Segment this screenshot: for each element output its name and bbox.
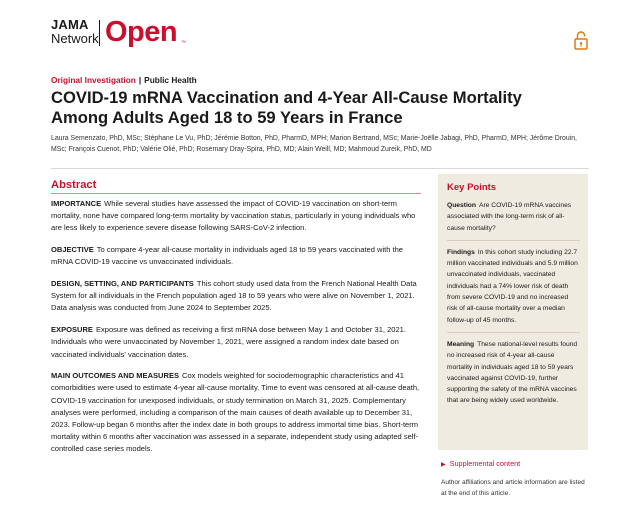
header-divider — [51, 168, 589, 169]
supplemental-label: Supplemental content — [449, 459, 521, 468]
author-list: Laura Semenzato, PhD, MSc; Stéphane Le Vu, PhD; Jérémie Botton, PhD, PharmD, MPH; Marion Bertrand, MSc; Marie-Joëlle Jabagi, PhD, PharmD, MPH; Jérôme Drouin, MSc; François Cuenot, PhD; Valérie Olié, PhD; Rosemary Dray-Spira, PhD, MD; Alain Weill, MD; Mahmoud Zureik, PhD, MD — [51, 135, 577, 153]
abstract-section-text: Exposure was defined as receiving a first mRNA dose between May 1 and October 31, 2021. Individuals who were unvaccinated by November 1, 2021, were assigned a random index date based on vaccinated individuals' vaccination dates. — [51, 325, 406, 359]
triangle-right-icon: ▶ — [441, 462, 446, 468]
key-point-text: These national-level results found no increased risk of 4-year all-cause mortality in individuals aged 18 to 59 years vaccinated against COVID-19, further supporting the safety of the mRNA vaccines that are being widely used worldwide. — [447, 340, 578, 405]
key-point-meaning — [447, 339, 580, 413]
abstract-section-head: DESIGN, SETTING, AND PARTICIPANTS — [51, 279, 194, 289]
abstract-body — [51, 198, 426, 465]
abstract-objective — [51, 244, 426, 268]
abstract-importance — [51, 198, 426, 235]
article-section-label — [51, 75, 197, 85]
abstract-section-text: While several studies have assessed the impact of COVID-19 vaccination on short-term mortality, none have compared long-term mortality by vaccination status, particularly in young individuals who are less likely to experience severe disease following SARS-CoV-2 infection. — [51, 199, 416, 233]
article-category[interactable]: Public Health — [144, 75, 197, 85]
abstract-heading: Abstract — [51, 179, 97, 191]
key-point-text: In this cohort study including 22.7 million vaccinated individuals and 5.9 million unvaccinated individuals, vaccinated individuals had a 74% lower risk of death from severe COVID-19 and no increased risk of all-cause mortality over a median follow-up of 45 months. — [447, 248, 578, 324]
key-points-heading: Key Points — [447, 182, 497, 193]
supplemental-content-link[interactable] — [441, 459, 520, 470]
abstract-section-head: IMPORTANCE — [51, 199, 102, 208]
article-type[interactable]: Original Investigation — [51, 75, 136, 85]
abstract-section-head: OBJECTIVE — [51, 245, 94, 255]
key-point-question — [447, 200, 580, 241]
affiliations-note: Author affiliations and article information are listed at the end of this article. — [441, 479, 585, 497]
key-point-text: Are COVID-19 mRNA vaccines associated with the long-term risk of all-cause mortality? — [447, 202, 572, 232]
abstract-outcomes — [51, 370, 426, 455]
abstract-section-head: EXPOSURE — [51, 325, 93, 335]
jama-network-open-logo[interactable] — [51, 18, 191, 52]
key-point-head: Question — [447, 202, 476, 209]
unlock-icon — [574, 30, 588, 50]
logo-trademark: ™ — [181, 40, 186, 46]
label-separator: | — [138, 75, 142, 85]
logo-network-text: Network — [51, 31, 99, 46]
abstract-design — [51, 278, 426, 315]
key-point-head: Findings — [447, 248, 475, 256]
key-point-findings — [447, 247, 580, 333]
logo-divider — [99, 20, 100, 46]
abstract-divider — [51, 193, 421, 194]
logo-open-text: Open — [105, 16, 178, 48]
key-point-head: Meaning — [447, 340, 475, 348]
abstract-section-text: Cox models weighted for sociodemographic characteristics and 41 comorbidities were used to estimate 4-year all-cause mortality. Time to event was censored at all-cause death, COVID-19 vaccination for unexposed individuals, or study termination on March 31, 2025. Complementary analyses were performed, including a comparison of the main causes of death available up to December 31, 2023. Follow-up began 6 months after the index date in both groups to address immortal time bias. Short-term mortality within 6 months after vaccination was assessed in a separate, independent study using adapted self-controlled case series models. — [51, 371, 420, 454]
abstract-section-text: This cohort study used data from the French National Health Data System for all individuals in the French population aged 18 to 59 years who were alive on November 1, 2021. Data analysis was conducted from June 2024 to September 2025. — [51, 279, 417, 313]
logo-jama-text: JAMA — [51, 17, 89, 32]
key-points-box — [438, 174, 588, 450]
article-title: COVID-19 mRNA Vaccination and 4-Year All-Cause Mortality Among Adults Aged 18 to 59 Years in France — [51, 88, 522, 127]
abstract-section-head: MAIN OUTCOMES AND MEASURES — [51, 371, 180, 381]
abstract-section-text: To compare 4-year all-cause mortality in individuals aged 18 to 59 years vaccinated with the mRNA COVID-19 vaccine vs unvaccinated individuals. — [51, 245, 404, 267]
abstract-exposure — [51, 324, 426, 361]
